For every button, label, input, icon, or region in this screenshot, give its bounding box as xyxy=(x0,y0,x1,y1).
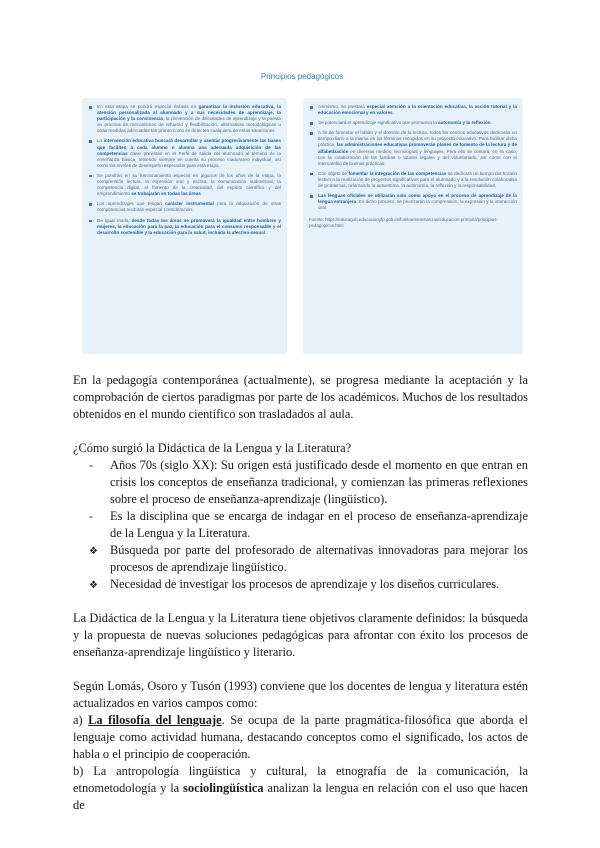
left-principle-item xyxy=(88,218,281,236)
principle-text: Se pondrán en su funcionamiento especial en algunos de los años de la etapa, la comprensión lectora, la expresión oral y escrita, la comunicación audiovisual, la competencia digital, el fomento de la creatividad, del espíritu científico y del emprendimiento xyxy=(97,172,281,197)
right-principle-item xyxy=(309,120,517,126)
infographic-right-panel xyxy=(303,98,523,354)
dash-marker: - xyxy=(89,458,93,472)
principle-text: para la adquisición de otras competencias recibirán especial consideración. xyxy=(97,201,281,213)
principle-highlight: especial atención a la orientación educativa, la acción tutorial y la educación emocional y en valores xyxy=(318,104,518,116)
right-principle-item xyxy=(309,193,517,211)
item-b-bold: sociolingüística xyxy=(183,781,264,795)
principle-text: se dedicará un tiempo del horario lectivo a la realización de proyectos significativos para el alumnado y a la resolución colaborativa de problemas, reforzando la autoestima, la autonomía, la reflexión y la responsabilidad. xyxy=(318,170,517,189)
origin-list-text: Necesidad de investigar los procesos de aprendizaje y los diseños curriculares. xyxy=(110,577,500,591)
principle-highlight: las administraciones educativas promoverán planes de fomento de la lectura y de alfabetización xyxy=(318,142,517,154)
principle-text: . xyxy=(265,229,267,235)
item-a-rest: . Se ocupa de la parte pragmática-filosófica que aborda el lenguaje como actividad humana, destacando conceptos como el significado, los actos de habla o el principio de cooperación. xyxy=(73,713,528,761)
principle-highlight: fomentar la integración de las competencias xyxy=(348,170,447,176)
origin-list-text: Búsqueda por parte del profesorado de alternativas innovadoras para mejorar los procesos de aprendizaje lingüístico. xyxy=(110,543,528,574)
principle-highlight: desde todas las áreas se promoverá la igualdad entre hombres y mujeres, la educación para la paz, la educación para el consumo responsable y el desarrollo sostenible y la educación para la salud, incluida la afectivo-sexual xyxy=(97,217,281,235)
embedded-infographic xyxy=(77,60,527,358)
infographic-left-panel xyxy=(82,98,287,354)
item-a xyxy=(73,712,528,763)
left-principle-item xyxy=(88,201,281,213)
document-body xyxy=(73,372,528,814)
dash-marker: - xyxy=(89,509,93,523)
origin-list-item xyxy=(73,542,528,576)
principle-text: . xyxy=(392,110,394,116)
principle-text: clave previstas en el Perfil de salida del alumnado al término de la enseñanza básica, teniendo siempre en cuenta su proceso madurativo individual, así como los niveles de desempeño esperados para esta etapa. xyxy=(97,150,281,168)
principle-text: Asimismo, se prestará xyxy=(318,104,367,109)
diamond-bullet-icon: ❖ xyxy=(89,580,98,591)
origin-list-text: Es la disciplina que se encarga de indagar en el proceso de enseñanza-aprendizaje de la Lengua y la Literatura. xyxy=(110,509,528,540)
principle-text: , la prevención de dificultades de aprendizaje y la puesta en práctica de mecanismos de refuerzo y flexibilización, alternativas metodológicas u otras medidas adecuadas tan pronto como se detecten cualquiera de estas situaciones. xyxy=(97,116,281,134)
infographic-title: Principios pedagógicos xyxy=(260,72,344,81)
principle-highlight: autonomía y la reflexión xyxy=(438,120,491,126)
diamond-bullet-icon: ❖ xyxy=(89,546,98,557)
principle-text: . xyxy=(200,191,203,197)
principle-text: De igual modo, xyxy=(97,217,132,223)
principle-text: A fin de fomentar el hábito y el dominio de la lectura, todos los centros educativos dedicarán un tiempo diario a la misma en los términos recogidos en su proyecto educativo. Para facilitar dicha práctica, xyxy=(318,130,517,148)
principle-text: Con objeto de xyxy=(318,170,349,176)
principle-text: . En dicho proceso, se priorizarán la comprensión, la expresión y la interacción oral. xyxy=(318,199,517,211)
left-principle-item xyxy=(88,104,281,134)
principle-highlight: se trabajarán en todas las áreas xyxy=(131,191,201,197)
left-principle-item xyxy=(88,138,281,168)
infographic-source: Fuente: https://educagob.educacionyfp.gob.es/lomloe/ensenanzas/educacion-primaria/principios-pedagogicos.html xyxy=(309,217,498,229)
origin-list-item xyxy=(73,457,528,508)
right-principle-item xyxy=(309,171,517,189)
paragraph-lomas: Según Lomás, Osoro y Tusón (1993) conviene que los docentes de lengua y literatura estén actualizados en varios campos como: xyxy=(73,679,528,710)
item-a-prefix: a) xyxy=(73,713,89,727)
item-a-bold: La filosofía del lenguaje xyxy=(88,713,222,727)
principle-text: Se potenciará el aprendizaje significativo que promueva la xyxy=(318,120,439,126)
principle-text: La xyxy=(97,138,104,144)
paragraph-pedagogy: En la pedagogía contemporánea (actualmente), se progresa mediante la aceptación y la comprobación de ciertos paradigmas por parte de los académicos. Muchos de los resultados obtenidos en el mundo científico son trasladados al aula. xyxy=(73,373,528,421)
principle-highlight: carácter instrumental xyxy=(165,201,214,207)
principle-highlight: intervención educativa buscará desarrollar y asentar progresivamente las bases que faciliten a cada alumno o alumna una adecuada adquisición de las competencias xyxy=(97,138,281,156)
left-principles-list xyxy=(82,98,287,236)
principle-highlight: Las lenguas oficiales se utilizarán solo como apoyo en el proceso de aprendizaje de la lengua extranjera xyxy=(318,193,517,205)
left-principle-item xyxy=(88,173,281,197)
origin-list xyxy=(73,457,528,593)
right-principles-list xyxy=(303,98,523,211)
right-principle-item xyxy=(309,130,517,167)
right-principle-item xyxy=(309,104,517,116)
origin-list-item xyxy=(73,508,528,542)
item-b xyxy=(73,763,528,814)
origin-list-text: Años 70s (siglo XX): Su origen está justificado desde el momento en que entran en crisis los conceptos de enseñanza tradicional, y comienzan las primeras reflexiones sobre el proceso de enseñanza-aprendizaje (lingüístico). xyxy=(110,458,528,506)
principle-text: En esta etapa se pondrá especial énfasis en xyxy=(97,104,199,109)
principle-text: . xyxy=(490,120,492,126)
principle-text: en diversos medios, tecnologías y lenguajes. Para ello se contará, en su caso, con la colaboración de las familias o tutores legales y del voluntariado, así como con el intercambio de buenas prácticas. xyxy=(318,148,517,166)
principle-text: Los aprendizajes que tengan xyxy=(97,201,166,207)
item-b-rest: analizan la lengua en relación con el uso que hacen de xyxy=(73,781,528,812)
principle-highlight: garantizar la inclusión educativa, la atención personalizada al alumnado y a sus necesidades de aprendizaje, la participación y la convivencia xyxy=(97,104,281,122)
question-heading: ¿Cómo surgió la Didáctica de la Lengua y la Literatura? xyxy=(73,441,352,455)
origin-list-item xyxy=(73,576,528,593)
paragraph-objectives: La Didáctica de la Lengua y la Literatura tiene objetivos claramente definidos: la búsqueda y la propuesta de nuevas soluciones pedagógicas para afrontar con éxito los procesos de enseñanza-aprendizaje lingüístico y literario. xyxy=(73,611,528,659)
item-b-prefix: b) La antropología lingüística y cultural, la etnografía de la comunicación, la etnometodología y la xyxy=(73,764,528,795)
